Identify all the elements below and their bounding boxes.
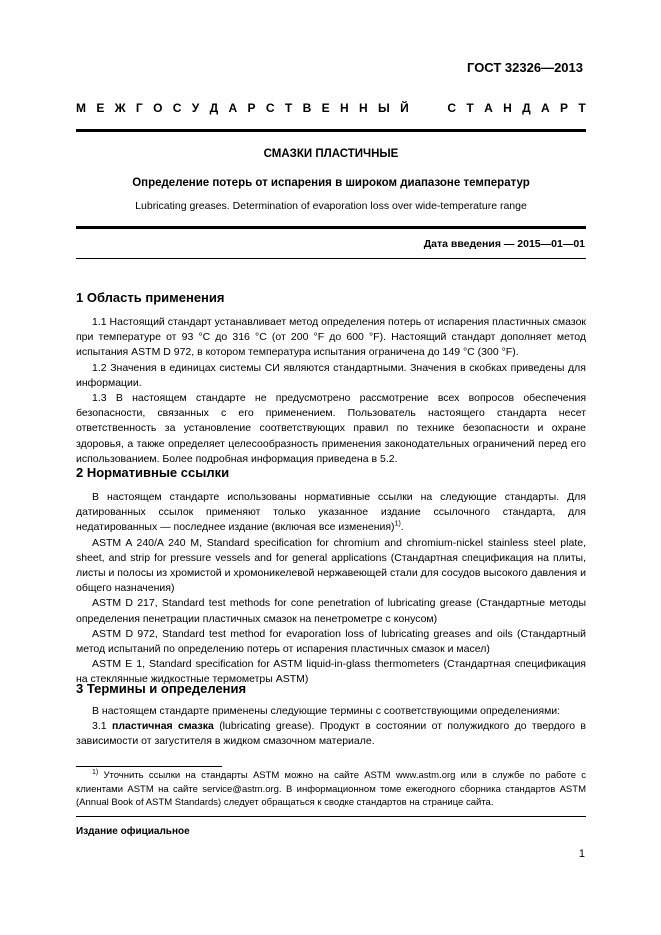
section-2-body	[76, 490, 586, 688]
interstate_word1-letter: Й	[400, 101, 409, 115]
reference-astm-a240: ASTM A 240/A 240 M, Standard specification for chromium and chromium-nickel stainless steel plate, sheet, and strip for pressure vessels and for general applications (Стандартная спецификация на плиты, листы и полосы из хромистой и хромоникелевой нержавеющей стали для сосудов высокого давления и общего назначения)	[76, 536, 586, 595]
reference-astm-d217: ASTM D 217, Standard test methods for cone penetration of lubricating grease (Стандартные методы определения пенетрации пластичных смазок на пенетрометре с конусом)	[76, 597, 586, 625]
footnote-rule	[76, 766, 222, 767]
interstate_word2-letter: Р	[560, 101, 569, 115]
interstate_word1-letter: Д	[209, 101, 219, 115]
interstate_word1-letter: Н	[358, 101, 368, 115]
interstate_word2-letter: Т	[466, 101, 474, 115]
interstate-standard-banner	[76, 101, 586, 115]
interstate_word1-letter: А	[228, 101, 238, 115]
standard-title: СМАЗКИ ПЛАСТИЧНЫЕ	[263, 148, 399, 160]
edition-rule	[76, 816, 586, 817]
interstate_word2-letter: Н	[503, 101, 512, 115]
page-number: 1	[578, 848, 585, 860]
introduction-date: Дата введения — 2015—01—01	[423, 238, 585, 250]
interstate_word1-letter: О	[153, 101, 163, 115]
interstate_word1-letter: Е	[96, 101, 105, 115]
interstate_word1-letter: С	[265, 101, 275, 115]
footnote	[76, 769, 586, 810]
interstate_word1-letter: В	[302, 101, 312, 115]
interstate_word1-letter: С	[172, 101, 182, 115]
interstate_word1-letter: Ы	[377, 101, 390, 115]
date-rule	[76, 258, 586, 259]
interstate_word1-letter: Н	[339, 101, 349, 115]
section-3-heading: 3 Термины и определения	[76, 681, 247, 696]
interstate_word1-letter: Г	[135, 101, 143, 115]
reference-astm-e1: ASTM E 1, Standard specification for ASTM liquid-in-glass thermometers (Стандартная спецификация на стеклянные жидкостные термометры ASTM)	[76, 658, 586, 686]
interstate_word2-letter: Д	[522, 101, 531, 115]
interstate_word2-letter: С	[447, 101, 457, 115]
paragraph-1-2: 1.2 Значения в единицах системы СИ являются стандартными. Значения в скобках приведены для информации.	[76, 361, 586, 389]
document-code: ГОСТ 32326—2013	[467, 60, 583, 75]
interstate_word1-letter: У	[191, 101, 200, 115]
word-gap	[419, 101, 437, 115]
interstate_word1-letter: Ж	[114, 101, 126, 115]
section-3-body	[76, 704, 586, 750]
footnote-ref: 1)	[394, 520, 401, 528]
paragraph-1-3: 1.3 В настоящем стандарте не предусмотрено рассмотрение всех вопросов обеспечения безопасности, связанных с его применением. Пользователь настоящего стандарта несет ответственность за установление соответствующих правил по технике безопасности и охране здоровья, а также определяет целесообразность применения законодательных ограничений перед его использованием. Более подробная информация приведена в 5.2.	[76, 392, 586, 465]
footnote-mark: 1)	[92, 768, 99, 776]
title-bottom-rule	[76, 226, 586, 229]
title-top-rule	[76, 129, 586, 132]
term-lubricating-grease: пластичная смазка	[111, 720, 214, 733]
interstate_word1-letter: М	[76, 101, 86, 115]
paragraph-3-intro: В настоящем стандарте применены следующие термины с соответствующими определениями:	[92, 705, 561, 717]
interstate_word2-letter: А	[541, 101, 550, 115]
interstate_word2-letter: Т	[578, 101, 586, 115]
paragraph-1-1: 1.1 Настоящий стандарт устанавливает метод определения потерь от испарения пластичных смазок при температуре от 93 °С до 316 °С (от 200 °F до 600 °F). Настоящий стандарт дополняет метод испытания ASTM D 972, в котором температура испытания ограничена до 149 °С (300 °F).	[76, 316, 586, 359]
interstate_word1-letter: Т	[284, 101, 293, 115]
section-1-body	[76, 315, 586, 467]
paragraph-2-intro: В настоящем стандарте использованы нормативные ссылки на следующие стандарты. Для датированных ссылок применяют только указанное издание ссылочного стандарта, для недатированных — последнее издание (включая все изменения)$^{1)}$.	[76, 491, 586, 534]
interstate_word1-letter: Р	[247, 101, 256, 115]
standard-english-title: Lubricating greases. Determination of evaporation loss over wide-temperature range	[135, 200, 527, 212]
interstate_word2-letter: А	[484, 101, 493, 115]
reference-astm-d972: ASTM D 972, Standard test method for evaporation loss of lubricating greases and oils (Стандартный метод испытаний по определению потерь от испарения пластичных смазок и масел)	[76, 627, 586, 656]
footnote-text: Уточнить ссылки на стандарты ASTM можно на сайте ASTM www.astm.org или в службе по работе с клиентами ASTM на сайте service@astm.org. В информационном томе ежегодного сборника стандартов ASTM (Annual Book of ASTM Standards) следует обращаться к сводке стандартов на странице сайта.	[76, 770, 586, 808]
section-1-heading: 1 Область применения	[76, 290, 225, 305]
standard-subtitle: Определение потерь от испарения в широком диапазоне температур	[132, 177, 530, 189]
definition-3-1: 3.1 пластичная смазка (lubricating grease). Продукт в состоянии от полужидкого до твердого в зависимости от загустителя в жидком смазочном материале.	[76, 720, 587, 748]
official-edition-label: Издание официальное	[76, 826, 190, 837]
interstate_word1-letter: Е	[321, 101, 330, 115]
section-2-heading: 2 Нормативные ссылки	[76, 465, 230, 480]
